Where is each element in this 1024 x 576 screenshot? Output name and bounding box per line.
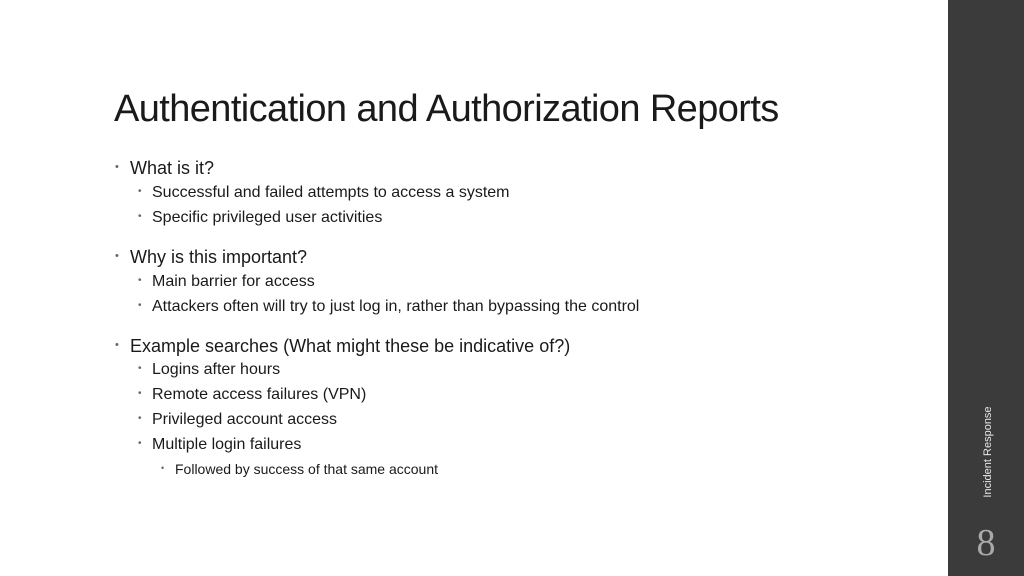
bullet-dot: • bbox=[138, 275, 142, 286]
bullet-dot: • bbox=[115, 339, 119, 351]
bullet-dot: • bbox=[161, 463, 165, 473]
bullet-dot: • bbox=[138, 186, 142, 197]
bullet-item bbox=[115, 158, 215, 179]
sub-bullet-text: Specific privileged user activities bbox=[152, 209, 383, 226]
sub-bullet-item bbox=[138, 298, 640, 316]
bullet-item bbox=[115, 336, 571, 357]
sub-bullet-text: Main barrier for access bbox=[152, 273, 315, 290]
bullet-dot: • bbox=[138, 211, 142, 222]
sub-bullet-text: Logins after hours bbox=[152, 361, 281, 378]
slide-title: Authentication and Authorization Reports bbox=[114, 88, 779, 130]
bullet-dot: • bbox=[138, 363, 142, 374]
bullet-dot: • bbox=[138, 413, 142, 424]
sub-bullet-item bbox=[138, 273, 315, 291]
sub-sub-bullet-text: Followed by success of that same account bbox=[175, 461, 439, 477]
sub-bullet-text: Attackers often will try to just log in, rather than bypassing the control bbox=[152, 298, 640, 315]
footer-text: Incident Response bbox=[982, 406, 994, 498]
slide-number: 8 bbox=[976, 522, 996, 564]
sub-bullet-text: Successful and failed attempts to access a system bbox=[152, 184, 510, 201]
sub-bullet-item bbox=[138, 436, 302, 454]
bullet-dot: • bbox=[138, 388, 142, 399]
sub-bullet-text: Remote access failures (VPN) bbox=[152, 386, 367, 403]
sub-bullet-item bbox=[138, 184, 510, 202]
sub-bullet-item bbox=[138, 209, 383, 227]
sub-bullet-item bbox=[138, 411, 337, 429]
bullet-item bbox=[115, 247, 308, 268]
sub-bullet-text: Privileged account access bbox=[152, 411, 337, 428]
bullet-dot: • bbox=[138, 300, 142, 311]
sub-bullet-text: Multiple login failures bbox=[152, 436, 302, 453]
bullet-text: Why is this important? bbox=[130, 247, 308, 267]
bullet-text: What is it? bbox=[130, 158, 215, 178]
sub-sub-bullet-item bbox=[161, 461, 439, 477]
sub-bullet-item bbox=[138, 386, 367, 404]
bullet-dot: • bbox=[115, 250, 119, 262]
sub-bullet-item bbox=[138, 361, 281, 379]
bullet-text: Example searches (What might these be indicative of?) bbox=[130, 336, 571, 356]
bullet-dot: • bbox=[138, 438, 142, 449]
bullet-dot: • bbox=[115, 161, 119, 173]
